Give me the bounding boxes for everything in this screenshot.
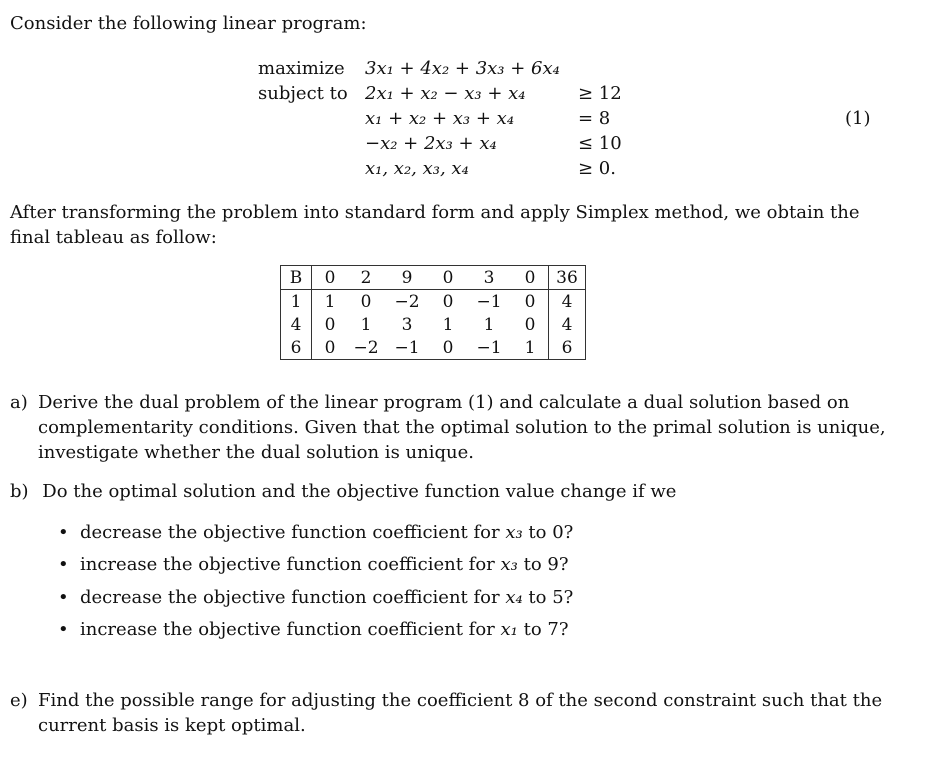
bullet-variable: x₃ [500, 554, 518, 575]
question-a [10, 390, 890, 465]
tableau-cell: −2 [394, 291, 420, 312]
tableau-cell: 4 [549, 290, 586, 314]
subject-to-label: subject to [258, 83, 348, 104]
tableau-row [281, 336, 586, 360]
bullet-text: increase the objective function coefficient for [80, 619, 501, 640]
question-b-text: Do the optimal solution and the objective function value change if we [42, 481, 677, 502]
tableau-cell: 4 [549, 313, 586, 336]
tableau-row [281, 290, 586, 314]
list-item [58, 587, 573, 608]
tableau-cell: 0 [324, 337, 336, 358]
constraint-1-rhs: ≥ 12 [578, 83, 622, 104]
question-e-text: Find the possible range for adjusting the coefficient 8 of the second constraint such that the current basis is kept optimal. [38, 690, 883, 736]
tableau-cell: 1 [324, 291, 336, 312]
bullet-text: increase the objective function coefficient for [80, 554, 501, 575]
tableau-cell: 36 [549, 266, 586, 290]
tableau-cell: −1 [394, 337, 420, 358]
constraint-2-rhs: = 8 [578, 108, 611, 129]
tableau-cell: 1 [524, 337, 536, 358]
bullet-icon: • [58, 587, 69, 608]
question-a-text: Derive the dual problem of the linear program (1) and calculate a dual solution based on complementarity conditions. Given that the optimal solution to the primal solution is unique, investigate whether the dual solution is unique. [38, 392, 886, 463]
tableau-cell: 0 [430, 266, 466, 290]
tableau-intro-paragraph: After transforming the problem into standard form and apply Simplex method, we obtain the final tableau as follow: [10, 202, 860, 248]
bullet-text: to 5? [522, 587, 574, 608]
tableau-cell: 0 [524, 291, 536, 312]
bullet-variable: x₄ [505, 587, 523, 608]
constraint-3-lhs: −x₂ + 2x₃ + x₄ [365, 133, 497, 154]
question-e-label: e) [10, 690, 28, 711]
tableau-cell: 1 [360, 314, 372, 335]
tableau-cell: −1 [476, 337, 502, 358]
bullet-text: to 0? [522, 522, 574, 543]
tableau-cell: 2 [348, 266, 384, 290]
list-item [58, 619, 569, 640]
intro-text: Consider the following linear program: [10, 13, 367, 34]
tableau-cell: B [281, 266, 312, 290]
bullet-text: decrease the objective function coefficient for [80, 587, 506, 608]
tableau-cell: 0 [524, 314, 536, 335]
list-item [58, 554, 569, 575]
tableau-cell: 0 [442, 337, 454, 358]
nonnegativity-rhs: ≥ 0. [578, 158, 616, 179]
tableau-cell: 1 [281, 290, 312, 314]
tableau-cell: 1 [483, 314, 495, 335]
constraint-2-lhs: x₁ + x₂ + x₃ + x₄ [365, 108, 515, 129]
tableau-cell: 0 [312, 266, 349, 290]
question-b [10, 481, 676, 502]
tableau-cell: 6 [549, 336, 586, 360]
tableau-row [281, 313, 586, 336]
equation-number: (1) [845, 108, 871, 129]
bullet-text: to 7? [517, 619, 569, 640]
question-a-label: a) [10, 392, 28, 413]
simplex-tableau [280, 265, 586, 360]
bullet-variable: x₁ [500, 619, 518, 640]
nonnegativity-lhs: x₁, x₂, x₃, x₄ [365, 158, 469, 179]
tableau-cell: 0 [512, 266, 549, 290]
tableau-cell: −1 [476, 291, 502, 312]
maximize-label: maximize [258, 58, 345, 79]
bullet-text: decrease the objective function coefficient for [80, 522, 506, 543]
bullet-icon: • [58, 522, 69, 543]
tableau-cell: 4 [281, 313, 312, 336]
objective-function: 3x₁ + 4x₂ + 3x₃ + 6x₄ [365, 58, 560, 79]
bullet-icon: • [58, 554, 69, 575]
tableau-cell: 1 [442, 314, 454, 335]
tableau-row [281, 266, 586, 290]
tableau-cell: 0 [442, 291, 454, 312]
tableau-cell: 3 [466, 266, 512, 290]
bullet-variable: x₃ [505, 522, 523, 543]
constraint-1-lhs: 2x₁ + x₂ − x₃ + x₄ [365, 83, 526, 104]
tableau-cell: 6 [281, 336, 312, 360]
question-b-label: b) [10, 481, 29, 502]
tableau-cell: 0 [360, 291, 372, 312]
bullet-text: to 9? [517, 554, 569, 575]
tableau-cell: 0 [324, 314, 336, 335]
tableau-cell: 9 [384, 266, 430, 290]
list-item [58, 522, 573, 543]
question-e [10, 688, 890, 738]
bullet-icon: • [58, 619, 69, 640]
tableau-cell: −2 [353, 337, 379, 358]
tableau-cell: 3 [401, 314, 413, 335]
constraint-3-rhs: ≤ 10 [578, 133, 622, 154]
